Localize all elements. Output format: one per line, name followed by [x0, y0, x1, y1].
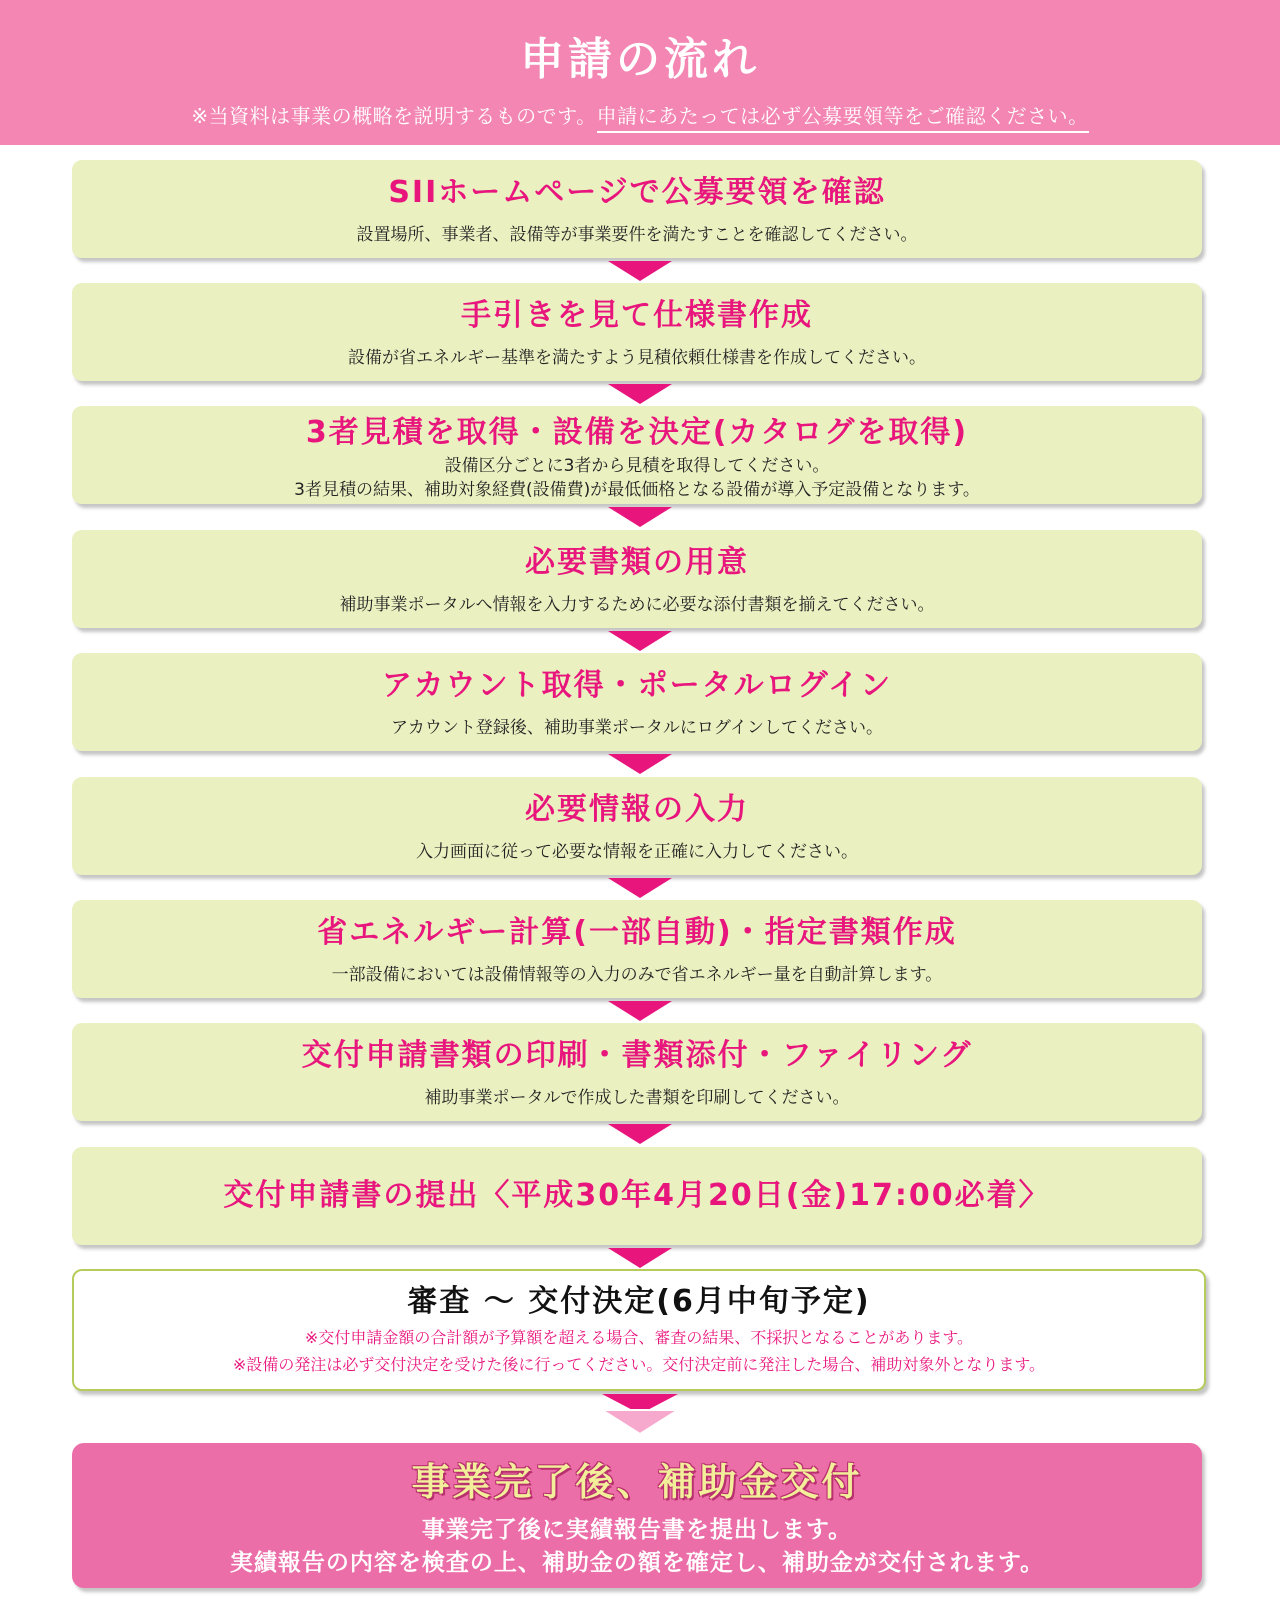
step-title: 手引きを見て仕様書作成 [461, 298, 813, 333]
step-title: 必要情報の入力 [525, 792, 749, 827]
flow-arrow [608, 754, 672, 774]
flow-arrow [608, 1248, 672, 1268]
step-desc: 補助事業ポータルへ情報を入力するために必要な添付書類を揃えてください。 [339, 595, 935, 615]
step-box-9 [72, 1147, 1202, 1245]
step-desc: 設備区分ごとに3者から見積を取得してください。 [444, 456, 830, 476]
flow-arrow [608, 1001, 672, 1021]
step-title: 必要書類の用意 [525, 545, 749, 580]
step-box-4 [72, 530, 1202, 628]
final-desc: 実績報告の内容を検査の上、補助金の額を確定し、補助金が交付されます。 [229, 1550, 1045, 1576]
step-title: SIIホームページで公募要領を確認 [388, 175, 886, 210]
flow-arrow [608, 878, 672, 898]
step-title: 3者見積を取得・設備を決定(カタログを取得) [305, 415, 969, 450]
step-desc: 一部設備においては設備情報等の入力のみで省エネルギー量を自動計算します。 [331, 965, 943, 985]
step-box-6 [72, 777, 1202, 875]
step-desc: 補助事業ポータルで作成した書類を印刷してください。 [424, 1088, 850, 1108]
step-box-3 [72, 406, 1202, 504]
review-note: ※交付申請金額の合計額が予算額を超える場合、審査の結果、不採択となることがあります。 [304, 1328, 974, 1347]
final-title: 事業完了後、補助金交付 [411, 1460, 863, 1504]
step-box-2 [72, 283, 1202, 381]
step-title: 交付申請書類の印刷・書類添付・ファイリング [301, 1038, 973, 1073]
flow-arrow [608, 631, 672, 651]
page-title: 申請の流れ [520, 34, 760, 85]
final-desc: 事業完了後に実績報告書を提出します。 [421, 1517, 853, 1543]
step-desc: 3者見積の結果、補助対象経費(設備費)が最低価格となる設備が導入予定設備となります。 [294, 480, 980, 500]
flow-arrow [608, 507, 672, 527]
subtitle-prefix: ※当資料は事業の概略を説明するものです。 [191, 104, 597, 128]
flow-arrow [608, 1124, 672, 1144]
step-box-1 [72, 160, 1202, 258]
step-desc: アカウント登録後、補助事業ポータルにログインしてください。 [391, 718, 883, 738]
step-desc: 設置場所、事業者、設備等が事業要件を満たすことを確認してください。 [356, 225, 918, 245]
page-subtitle [0, 106, 1280, 126]
step-desc: 設備が省エネルギー基準を満たすよう見積依頼仕様書を作成してください。 [348, 348, 926, 368]
step-box-7 [72, 900, 1202, 998]
flow-arrow [608, 261, 672, 281]
step-box-8 [72, 1023, 1202, 1121]
review-box [72, 1269, 1206, 1391]
step-title: 省エネルギー計算(一部自動)・指定書類作成 [317, 915, 957, 950]
review-title: 審査 〜 交付決定(6月中旬予定) [407, 1284, 871, 1319]
final-box [72, 1443, 1202, 1588]
review-note: ※設備の発注は必ず交付決定を受けた後に行ってください。交付決定前に発注した場合、補助対象外となります。 [232, 1355, 1046, 1374]
step-box-5 [72, 653, 1202, 751]
subtitle-underlined: 申請にあたっては必ず公募要領等をご確認ください。 [597, 104, 1089, 133]
step-title: 交付申請書の提出〈平成30年4月20日(金)17:00必着〉 [223, 1178, 1051, 1213]
page-header [0, 0, 1280, 145]
double-arrow-icon [590, 1392, 690, 1440]
step-desc: 入力画面に従って必要な情報を正確に入力してください。 [416, 842, 858, 862]
step-title: アカウント取得・ポータルログイン [381, 668, 893, 703]
flow-arrow [608, 384, 672, 404]
